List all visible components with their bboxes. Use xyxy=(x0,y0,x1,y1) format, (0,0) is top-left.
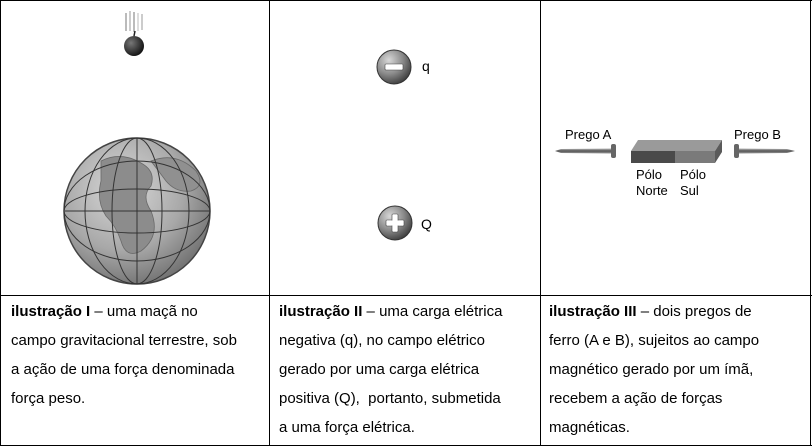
caption-1-title: ilustração I xyxy=(11,303,91,320)
nail-b-icon xyxy=(734,144,795,158)
illustration-1-cell xyxy=(1,1,269,295)
nail-b-label: Prego B xyxy=(734,127,781,142)
caption-3-line-1 xyxy=(549,297,807,326)
illustration-2-cell xyxy=(270,1,540,295)
caption-1-text-0: uma maçã no xyxy=(106,303,198,320)
caption-3-line-4: recebem a ação de forças xyxy=(549,390,723,407)
caption-2-title: ilustração II xyxy=(279,303,363,320)
caption-3-line-3: magnético gerado por um ímã, xyxy=(549,361,754,378)
north-pole-label-2: Norte xyxy=(636,183,668,198)
caption-2-line-5: a uma força elétrica. xyxy=(279,419,415,436)
caption-3-text-0: dois pregos de xyxy=(653,303,752,320)
table-border-bottom xyxy=(0,445,812,446)
caption-1-line-2: campo gravitacional terrestre, sob xyxy=(11,332,237,349)
caption-3-line-2: ferro (A e B), sujeitos ao campo xyxy=(549,332,760,349)
caption-3-title: ilustração III xyxy=(549,303,637,320)
plus-charge-icon xyxy=(378,206,412,240)
caption-2-line-4: positiva (Q), portanto, submetida xyxy=(279,390,501,407)
caption-2-line-2: negativa (q), no campo elétrico xyxy=(279,332,485,349)
caption-1-line-4: força peso. xyxy=(11,390,86,407)
magnet-bar-icon xyxy=(631,140,722,163)
illustration-3-cell xyxy=(541,1,810,295)
caption-2-text-0: uma carga elétrica xyxy=(379,303,503,320)
apple-icon xyxy=(124,11,144,56)
caption-1-line-1 xyxy=(11,297,267,326)
north-pole-label-1: Pólo xyxy=(636,167,663,182)
caption-1-dash: – xyxy=(90,303,107,320)
illustration-3-figure xyxy=(541,1,810,295)
minus-charge-icon xyxy=(377,50,411,84)
caption-3-line-5: magnéticas. xyxy=(549,419,630,436)
charge-q-label: q xyxy=(422,58,430,74)
illustration-2-figure xyxy=(270,1,540,295)
illustration-1-figure xyxy=(1,1,269,295)
caption-2-line-3: gerado por uma carga elétrica xyxy=(279,361,480,378)
earth-globe-icon xyxy=(64,138,210,284)
charge-Q-label: Q xyxy=(421,216,432,232)
south-pole-label-1: Pólo xyxy=(680,167,707,182)
south-pole-label-2: Sul xyxy=(680,183,699,198)
nail-a-icon xyxy=(555,144,616,158)
caption-3-dash: – xyxy=(636,303,654,320)
caption-2-dash: – xyxy=(362,303,380,320)
caption-1-line-3: a ação de uma força denominada xyxy=(11,361,235,378)
caption-2-line-1 xyxy=(279,297,537,326)
illustration-3-caption xyxy=(549,297,807,442)
table-row-divider xyxy=(0,295,812,296)
table-border-right xyxy=(810,0,811,446)
illustration-2-caption xyxy=(279,297,537,442)
nail-a-label: Prego A xyxy=(565,127,612,142)
illustration-1-caption xyxy=(11,297,267,413)
